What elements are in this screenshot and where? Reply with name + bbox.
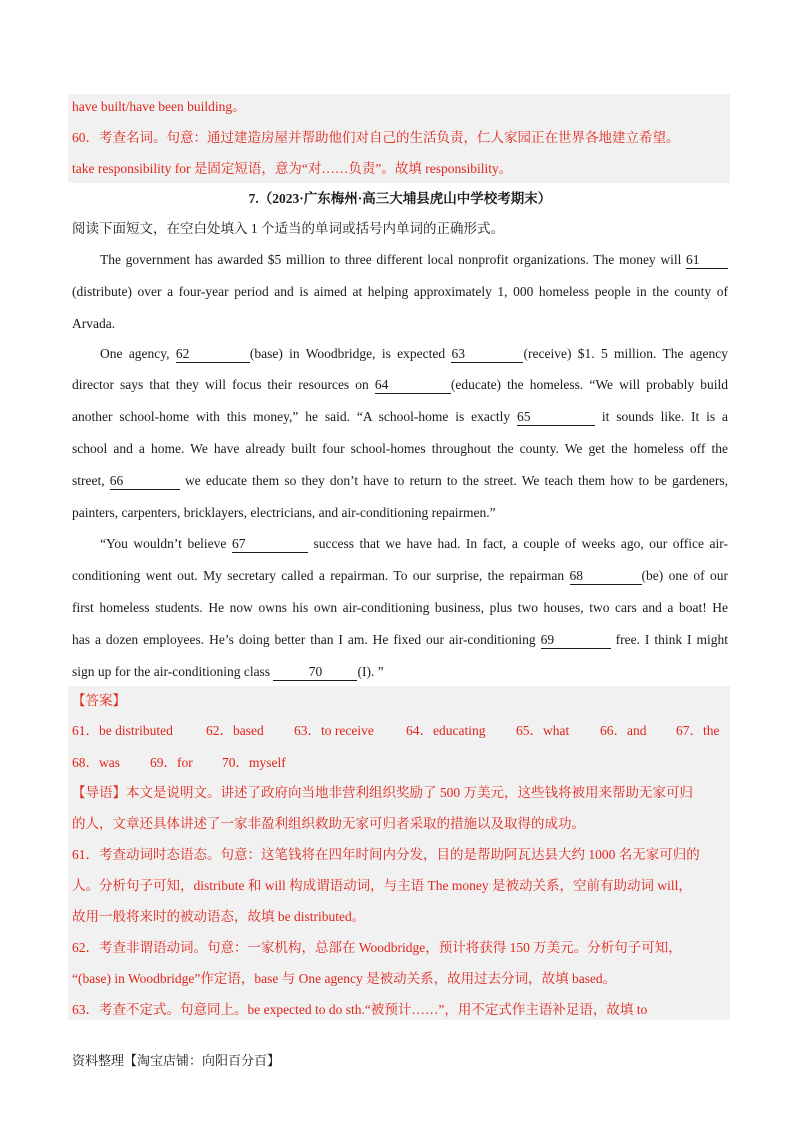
p2-line-1	[72, 345, 728, 363]
p3-text: has a dozen employees. He’s doing better than I am. He fixed our air-conditioning	[72, 632, 536, 647]
explain-62-line-1: 62．考查非谓语动词。句意：一家机构，总部在 Woodbridge，预计将获得 150 万美元。分析句子可知，	[72, 940, 682, 955]
blank-62: 62	[176, 346, 250, 363]
blank-61: 61	[686, 252, 728, 269]
p2-text: it sounds like. It is a	[601, 409, 729, 424]
answer-67: 67．the	[676, 723, 720, 738]
answer-62: 62．based	[206, 723, 264, 738]
explain-62-line-2: “(base) in Woodbridge”作定语，base 与 One agency 是被动关系，故用过去分词，故填 based。	[72, 971, 617, 986]
p3-line-4	[72, 631, 728, 649]
blank-67: 67	[232, 536, 308, 553]
explain-61-line-2: 人。分析句子可知，distribute 和 will 构成谓语动词，与主语 The money 是被动关系，空前有助动词 will，	[72, 878, 692, 893]
p1-line-2: (distribute) over a four-year period and is aimed at helping approximately 1, 000 homeless people in the county of	[72, 284, 728, 299]
p2-text: we educate them so they don’t have to return to the street. We teach them how to be gardeners,	[184, 473, 729, 488]
blank-64: 64	[375, 377, 451, 394]
top-line-3: take responsibility for 是固定短语，意为“对……负责”。故填 responsibility。	[72, 161, 513, 176]
answer-65: 65．what	[516, 723, 570, 738]
explain-63-line-1: 63．考查不定式。句意同上。be expected to do sth.“被预计……”，用不定式作主语补足语，故填 to	[72, 1002, 648, 1017]
question-title: 7.（2023·广东梅州·高三大埔县虎山中学校考期末）	[248, 191, 552, 206]
answer-66: 66．and	[600, 723, 647, 738]
p2-text: street,	[72, 473, 105, 488]
p1-text: The government has awarded $5 million to three different local nonprofit organizations. The money will	[100, 252, 682, 267]
p1-line-1	[72, 251, 728, 269]
answer-row-2	[72, 754, 728, 772]
blank-70: 70	[273, 664, 357, 681]
guide-line-2: 的人，文章还具体讲述了一家非盈利组织救助无家可归者采取的措施以及取得的成功。	[72, 816, 585, 831]
blank-63: 63	[451, 346, 523, 363]
answer-68: 68．was	[72, 755, 120, 770]
p2-text: (base) in Woodbridge, is expected	[249, 346, 446, 361]
p2-text: (educate) the homeless. “We will probably build	[450, 377, 728, 392]
answer-61: 61．be distributed	[72, 723, 173, 738]
p2-line-6: painters, carpenters, bricklayers, electricians, and air-conditioning repairmen.”	[72, 505, 496, 520]
answer-69: 69．for	[150, 755, 193, 770]
top-line-1: have built/have been building。	[72, 99, 246, 114]
p3-line-2	[72, 567, 728, 585]
answer-64: 64．educating	[406, 723, 486, 738]
p1-line-3: Arvada.	[72, 316, 116, 331]
p3-line-1	[72, 535, 728, 553]
blank-69: 69	[541, 632, 611, 649]
footer-source: 资料整理【淘宝店铺：向阳百分百】	[72, 1054, 281, 1069]
p2-line-5	[72, 472, 728, 490]
p3-text: (be) one of our	[641, 568, 728, 583]
p3-text: conditioning went out. My secretary called a repairman. To our surprise, the repairman	[72, 568, 565, 583]
explain-61-line-3: 故用一般将来时的被动语态，故填 be distributed。	[72, 909, 366, 924]
p3-line-3: first homeless students. He now owns his own air-conditioning business, plus two houses, two cars and a boat! He	[72, 600, 728, 615]
p3-line-5	[72, 663, 728, 681]
p2-text: One agency,	[100, 346, 170, 361]
answer-row-1	[72, 722, 728, 740]
explain-61-line-1: 61．考查动词时态语态。句意：这笔钱将在四年时间内分发，目的是帮助阿瓦达县大约 1000 名无家可归的	[72, 847, 700, 862]
p2-text: (receive) $1. 5 million. The agency	[523, 346, 729, 361]
p2-line-3	[72, 408, 728, 426]
p3-text: (I). ”	[357, 664, 384, 679]
answer-70: 70．myself	[222, 755, 286, 770]
blank-68: 68	[570, 568, 642, 585]
p3-text: success that we have had. In fact, a couple of weeks ago, our office air-	[313, 536, 729, 551]
blank-66: 66	[110, 473, 180, 490]
blank-65: 65	[517, 409, 595, 426]
p3-text: free. I think I might	[615, 632, 728, 647]
instruction: 阅读下面短文，在空白处填入 1 个适当的单词或括号内单词的正确形式。	[72, 221, 504, 236]
answer-63: 63．to receive	[294, 723, 374, 738]
p2-line-2	[72, 376, 728, 394]
guide-line-1: 【导语】本文是说明文。讲述了政府向当地非营利组织奖励了 500 万美元，这些钱将被用来帮助无家可归	[72, 785, 693, 800]
p3-text: “You wouldn’t believe	[100, 536, 227, 551]
p2-line-4: school and a home. We have already built four school-homes throughout the county. We get the homeless off the	[72, 441, 728, 456]
top-line-2: 60．考查名词。句意：通过建造房屋并帮助他们对自己的生活负责，仁人家园正在世界各地建立希望。	[72, 130, 680, 145]
answer-heading: 【答案】	[72, 693, 126, 708]
p2-text: director says that they will focus their resources on	[72, 377, 369, 392]
p2-text: another school-home with this money,” he said. “A school-home is exactly	[72, 409, 511, 424]
p3-text: sign up for the air-conditioning class	[72, 664, 271, 679]
